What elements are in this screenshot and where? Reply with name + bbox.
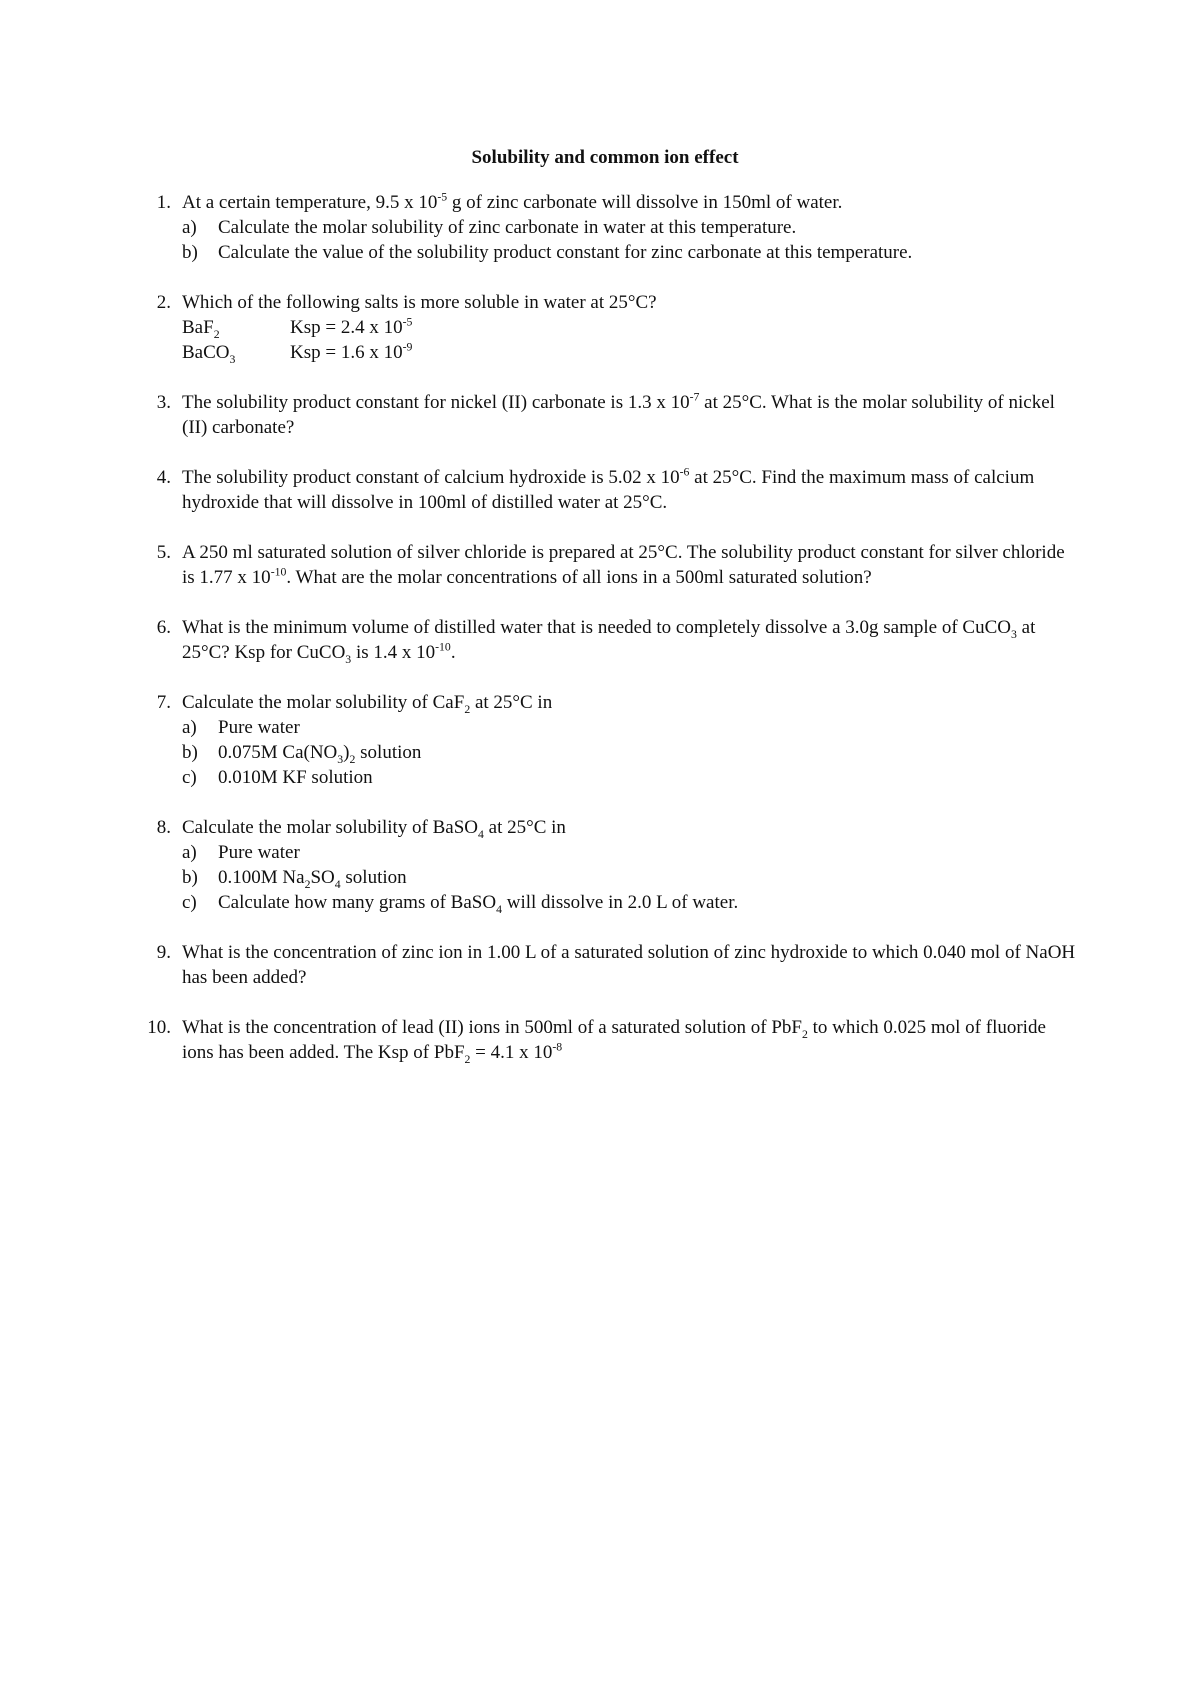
sub-question <box>182 240 1080 265</box>
sub-question-text: Pure water <box>218 842 300 863</box>
sub-question-label: b) <box>182 742 198 763</box>
question-9 <box>145 940 1080 990</box>
question-text: What is the minimum volume of distilled water that is needed to completely dissolve a 3.0g sample of CuCO$_3$ at 25°C? Ksp for CuCO$_3$ is 1.4 x $10^{-10}$. <box>182 617 1036 666</box>
sub-question-text: Calculate how many grams of BaSO$_4$ will dissolve in 2.0 L of water. <box>218 892 739 916</box>
page-title: Solubility and common ion effect <box>471 147 739 168</box>
salt-ksp: Ksp = 1.6 x $10^{-9}$ <box>290 340 413 363</box>
question-number: 1. <box>156 192 171 213</box>
question-text: The solubility product constant for nickel (II) carbonate is 1.3 x $10^{-7}$ at 25°C. What is the molar solubility of nickel (II) carbonate? <box>182 390 1055 438</box>
question-number: 3. <box>156 392 171 413</box>
question-number: 7. <box>156 692 171 713</box>
sub-question-text: 0.100M $Na_2SO_4$ solution <box>218 867 407 891</box>
question-2 <box>145 290 1080 365</box>
salt-row <box>182 315 1080 340</box>
sub-question-label: c) <box>182 767 197 788</box>
salt-formula: BaCO$_3$ <box>182 342 236 366</box>
salt-formula: BaF$_2$ <box>182 317 220 341</box>
question-text: The solubility product constant of calcium hydroxide is 5.02 x $10^{-6}$ at 25°C. Find the maximum mass of calcium hydroxide that will dissolve in 100ml of distilled water at 25°C. <box>182 465 1035 513</box>
question-number: 2. <box>156 292 171 313</box>
sub-question <box>182 890 1080 915</box>
salt-ksp: Ksp = 2.4 x $10^{-5}$ <box>290 315 413 338</box>
sub-question-label: b) <box>182 242 198 263</box>
question-6 <box>145 615 1080 665</box>
sub-question <box>182 840 1080 865</box>
question-list <box>145 190 1080 1065</box>
sub-question-label: a) <box>182 217 197 238</box>
salt-row <box>182 340 1080 365</box>
question-text: A 250 ml saturated solution of silver chloride is prepared at 25°C. The solubility product constant for silver chloride is 1.77 x $10^{-10}$. What are the molar concentrations of all ions in a 500ml saturated solution? <box>182 542 1065 588</box>
sub-question <box>182 865 1080 890</box>
sub-question-text: 0.010M KF solution <box>218 767 373 788</box>
question-text: Calculate the molar solubility of CaF$_2$ at 25°C in <box>182 692 553 716</box>
sub-question-list <box>182 715 1080 790</box>
question-number: 10. <box>147 1017 171 1038</box>
question-text: What is the concentration of zinc ion in 1.00 L of a saturated solution of zinc hydroxide to which 0.040 mol of NaOH has been added? <box>182 942 1076 988</box>
question-text: Which of the following salts is more soluble in water at 25°C? <box>182 292 657 313</box>
question-number: 5. <box>156 542 171 563</box>
sub-question-label: b) <box>182 867 198 888</box>
question-5 <box>145 540 1080 590</box>
sub-question <box>182 715 1080 740</box>
question-number: 8. <box>156 817 171 838</box>
question-text: What is the concentration of lead (II) ions in 500ml of a saturated solution of PbF$_2$ to which 0.025 mol of fluoride ions has been added. The Ksp of PbF$_2$ = 4.1 x $10^{-8}$ <box>182 1017 1046 1066</box>
sub-question <box>182 740 1080 765</box>
sub-question-label: a) <box>182 842 197 863</box>
sub-question <box>182 765 1080 790</box>
sub-question-text: 0.075M $Ca(NO_3)_2$ solution <box>218 742 422 766</box>
question-text: At a certain temperature, 9.5 x $10^{-5}$ g of zinc carbonate will dissolve in 150ml of water. <box>182 190 843 213</box>
question-1 <box>145 190 1080 265</box>
question-10 <box>145 1015 1080 1065</box>
sub-question-label: a) <box>182 717 197 738</box>
question-number: 9. <box>156 942 171 963</box>
sub-question-list <box>182 840 1080 915</box>
question-number: 4. <box>156 467 171 488</box>
question-number: 6. <box>156 617 171 638</box>
sub-question-label: c) <box>182 892 197 913</box>
question-8 <box>145 815 1080 915</box>
question-7 <box>145 690 1080 790</box>
question-3 <box>145 390 1080 440</box>
question-text: Calculate the molar solubility of BaSO$_4$ at 25°C in <box>182 817 566 841</box>
sub-question-text: Pure water <box>218 717 300 738</box>
sub-question-text: Calculate the molar solubility of zinc carbonate in water at this temperature. <box>218 217 797 238</box>
question-4 <box>145 465 1080 515</box>
sub-question-list <box>182 215 1080 265</box>
sub-question-text: Calculate the value of the solubility product constant for zinc carbonate at this temperature. <box>218 242 913 263</box>
sub-question <box>182 215 1080 240</box>
